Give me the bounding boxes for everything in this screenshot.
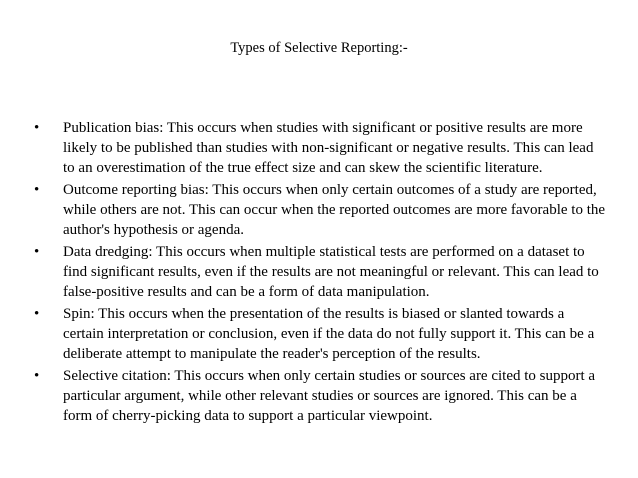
bullet-text: Outcome reporting bias: This occurs when only certain outcomes of a study are reported, while others are not. This can occur when the reported outcomes are more favorable to the author's hypothesis or agenda.: [63, 182, 606, 238]
bullet-icon: •: [34, 368, 40, 384]
bullet-icon: •: [34, 244, 40, 260]
bullet-list: [33, 118, 608, 428]
list-item: [33, 366, 608, 426]
slide-title: Types of Selective Reporting:-: [230, 40, 408, 56]
list-item: [33, 304, 608, 364]
list-item: [33, 118, 608, 178]
list-item: [33, 242, 608, 302]
bullet-text: Spin: This occurs when the presentation of the results is biased or slanted towards a certain interpretation or conclusion, even if the data do not fully support it. This can be a deliberate attempt to manipulate the reader's perception of the results.: [63, 306, 595, 362]
bullet-text: Selective citation: This occurs when only certain studies or sources are cited to support a particular argument, while other relevant studies or sources are ignored. This can be a form of cherry-picking data to support a particular viewpoint.: [63, 368, 596, 424]
bullet-icon: •: [34, 306, 40, 322]
list-item: [33, 180, 608, 240]
bullet-text: Data dredging: This occurs when multiple statistical tests are performed on a dataset to find significant results, even if the results are not meaningful or relevant. This can lead to false-positive results and can be a form of data manipulation.: [63, 244, 599, 300]
bullet-icon: •: [34, 182, 40, 198]
bullet-text: Publication bias: This occurs when studies with significant or positive results are more likely to be published than studies with non-significant or negative results. This can lead to an overestimation of the true effect size and can skew the scientific literature.: [63, 120, 594, 176]
bullet-icon: •: [34, 120, 40, 136]
